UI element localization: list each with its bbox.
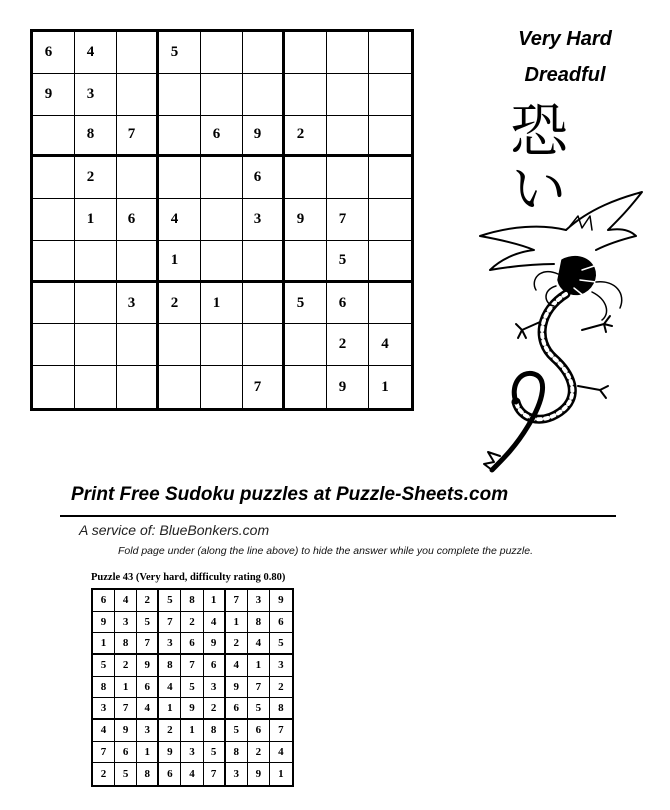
puzzle-cell: 1: [159, 241, 201, 283]
puzzle-cell: 5: [285, 283, 327, 325]
answer-cell: 6: [137, 677, 159, 699]
answer-cell: 7: [159, 612, 181, 634]
puzzle-cell: [201, 74, 243, 116]
puzzle-cell: [243, 324, 285, 366]
puzzle-cell: [159, 366, 201, 408]
puzzle-cell: [201, 324, 243, 366]
puzzle-cell: [33, 116, 75, 158]
answer-cell: 6: [159, 763, 181, 785]
answer-cell: 1: [181, 720, 203, 742]
puzzle-cell: [285, 241, 327, 283]
puzzle-cell: 1: [381, 378, 389, 395]
answer-cell: 6: [204, 655, 226, 677]
answer-cell: 7: [248, 677, 270, 699]
puzzle-cell: 4: [75, 32, 117, 74]
puzzle-cell: 6: [327, 283, 369, 325]
puzzle-cell: 3: [243, 199, 285, 241]
answer-cell: 7: [181, 655, 203, 677]
answer-cell: 7: [115, 698, 137, 720]
puzzle-cell: [369, 241, 411, 283]
puzzle-cell: 9: [33, 74, 75, 116]
answer-cell: 9: [181, 698, 203, 720]
answer-cell: 8: [181, 590, 203, 612]
answer-cell: 1: [226, 612, 248, 634]
puzzle-cell: [369, 32, 411, 74]
answer-cell: 5: [181, 677, 203, 699]
answer-cell: 4: [270, 742, 292, 764]
answer-cell: 8: [248, 612, 270, 634]
answer-cell: 6: [270, 612, 292, 634]
answer-cell: 8: [204, 720, 226, 742]
answer-cell: 4: [248, 633, 270, 655]
answer-cell: 2: [270, 677, 292, 699]
puzzle-cell: [327, 32, 369, 74]
answer-cell: 2: [226, 633, 248, 655]
answer-cell: 2: [181, 612, 203, 634]
answer-cell: 9: [248, 763, 270, 785]
answer-cell: 6: [181, 633, 203, 655]
puzzle-cell: [159, 324, 201, 366]
puzzle-cell: [327, 74, 369, 116]
answer-cell: 9: [204, 633, 226, 655]
puzzle-cell: [33, 199, 75, 241]
puzzle-cell: [285, 157, 327, 199]
puzzle-cell: 5: [159, 32, 201, 74]
answer-cell: 3: [181, 742, 203, 764]
answer-cell: 9: [93, 612, 115, 634]
puzzle-cell: [285, 32, 327, 74]
puzzle-cell: [285, 74, 327, 116]
puzzle-cell: 4: [369, 324, 411, 366]
puzzle-cell: [117, 157, 159, 199]
answer-cell: 5: [226, 720, 248, 742]
answer-cell: 2: [115, 655, 137, 677]
answer-cell: 1: [278, 768, 284, 781]
answer-cell: 3: [115, 612, 137, 634]
puzzle-cell: [33, 283, 75, 325]
answer-cell: 1: [115, 677, 137, 699]
service-credit: A service of: BlueBonkers.com: [79, 522, 270, 538]
answer-cell: 4: [137, 698, 159, 720]
answer-cell: 8: [226, 742, 248, 764]
puzzle-cell: [243, 32, 285, 74]
puzzle-cell: 5: [327, 241, 369, 283]
answer-cell: 7: [204, 763, 226, 785]
puzzle-cell: [75, 324, 117, 366]
answer-cell: 9: [270, 590, 292, 612]
answer-cell: 4: [204, 612, 226, 634]
answer-cell: 1: [137, 742, 159, 764]
puzzle-cell: [201, 199, 243, 241]
puzzle-cell: 2: [75, 157, 117, 199]
puzzle-cell: [243, 241, 285, 283]
difficulty-name: Dreadful: [524, 64, 606, 86]
answer-cell: 6: [93, 590, 115, 612]
answer-cell: 5: [248, 698, 270, 720]
answer-cell: 7: [270, 720, 292, 742]
answer-cell: 8: [270, 698, 292, 720]
difficulty-level: Very Hard: [518, 28, 612, 50]
answer-cell: 3: [248, 590, 270, 612]
puzzle-cell: [75, 283, 117, 325]
puzzle-cell: [117, 32, 159, 74]
puzzle-cell: [369, 157, 411, 199]
puzzle-cell: 6: [243, 157, 285, 199]
answer-cell: 7: [137, 633, 159, 655]
answer-cell: 4: [181, 763, 203, 785]
puzzle-cell: [75, 241, 117, 283]
answer-cell: 8: [159, 655, 181, 677]
answer-cell: 1: [93, 633, 115, 655]
answer-cell: 6: [248, 720, 270, 742]
puzzle-cell: [201, 241, 243, 283]
puzzle-cell: [33, 324, 75, 366]
puzzle-cell: 6: [117, 199, 159, 241]
puzzle-cell: 7: [243, 366, 285, 408]
puzzle-cell: [117, 324, 159, 366]
answer-cell: 3: [93, 698, 115, 720]
puzzle-cell: [201, 157, 243, 199]
puzzle-cell: 2: [285, 116, 327, 158]
puzzle-cell: 9: [327, 366, 369, 408]
answer-cell: 3: [204, 677, 226, 699]
answer-cell: 4: [93, 720, 115, 742]
puzzle-cell: 8: [75, 116, 117, 158]
answer-cell: 5: [115, 763, 137, 785]
answer-cell: 5: [270, 633, 292, 655]
answer-cell: 2: [93, 763, 115, 785]
puzzle-cell: [327, 116, 369, 158]
puzzle-cell: [33, 366, 75, 408]
fold-line: [60, 515, 616, 517]
answer-cell: 3: [226, 763, 248, 785]
answer-cell: 8: [93, 677, 115, 699]
answer-cell: 9: [226, 677, 248, 699]
puzzle-cell: [327, 157, 369, 199]
puzzle-cell: 6: [33, 32, 75, 74]
puzzle-cell: [201, 366, 243, 408]
puzzle-cell: [369, 283, 411, 325]
puzzle-cell: [159, 116, 201, 158]
puzzle-cell: 6: [201, 116, 243, 158]
answer-cell: 4: [226, 655, 248, 677]
answer-cell: 8: [115, 633, 137, 655]
puzzle-cell: 3: [75, 74, 117, 116]
puzzle-cell: 2: [327, 324, 369, 366]
puzzle-cell: [243, 74, 285, 116]
answer-cell: 5: [93, 655, 115, 677]
answer-cell: 5: [137, 612, 159, 634]
answer-cell: 7: [93, 742, 115, 764]
sudoku-answer-grid: [91, 588, 294, 787]
answer-cell: 1: [159, 698, 181, 720]
answer-cell: 8: [137, 763, 159, 785]
answer-cell: 6: [115, 742, 137, 764]
puzzle-cell: [117, 241, 159, 283]
puzzle-cell: 2: [159, 283, 201, 325]
dragon-illustration: [470, 190, 645, 475]
answer-cell: 1: [248, 655, 270, 677]
answer-cell: 5: [204, 742, 226, 764]
puzzle-cell: [243, 283, 285, 325]
puzzle-cell: [33, 241, 75, 283]
answer-cell: 5: [159, 590, 181, 612]
answer-cell: 3: [137, 720, 159, 742]
puzzle-cell: [285, 324, 327, 366]
puzzle-cell: [159, 157, 201, 199]
puzzle-cell: 1: [75, 199, 117, 241]
answer-cell: 9: [115, 720, 137, 742]
puzzle-cell: 4: [159, 199, 201, 241]
puzzle-cell: 7: [117, 116, 159, 158]
puzzle-cell: [369, 199, 411, 241]
puzzle-cell: [75, 366, 117, 408]
answer-cell: 2: [137, 590, 159, 612]
answer-cell: 4: [159, 677, 181, 699]
puzzle-cell: [201, 32, 243, 74]
answer-cell: 9: [137, 655, 159, 677]
puzzle-cell: 7: [327, 199, 369, 241]
answer-cell: 7: [226, 590, 248, 612]
answer-title: Puzzle 43 (Very hard, difficulty rating 0.80): [91, 572, 286, 583]
answer-cell: 4: [115, 590, 137, 612]
answer-cell: 3: [159, 633, 181, 655]
puzzle-cell: 3: [117, 283, 159, 325]
puzzle-cell: 9: [243, 116, 285, 158]
fold-instructions: Fold page under (along the line above) to hide the answer while you complete the puzzle.: [118, 545, 534, 557]
puzzle-cell: [159, 74, 201, 116]
site-banner: Print Free Sudoku puzzles at Puzzle-Sheets.com: [71, 484, 509, 505]
answer-cell: 9: [159, 742, 181, 764]
answer-cell: 6: [226, 698, 248, 720]
answer-cell: 3: [270, 655, 292, 677]
answer-cell: 2: [248, 742, 270, 764]
puzzle-cell: [369, 74, 411, 116]
answer-cell: 2: [204, 698, 226, 720]
puzzle-cell: [369, 116, 411, 158]
kanji-label: 恐い: [500, 100, 568, 216]
puzzle-cell: [285, 366, 327, 408]
sudoku-puzzle-grid: [30, 29, 414, 411]
puzzle-cell: [33, 157, 75, 199]
puzzle-cell: [117, 366, 159, 408]
answer-cell: 2: [159, 720, 181, 742]
puzzle-cell: 1: [201, 283, 243, 325]
answer-cell: 1: [204, 590, 226, 612]
puzzle-cell: 9: [285, 199, 327, 241]
puzzle-cell: [117, 74, 159, 116]
